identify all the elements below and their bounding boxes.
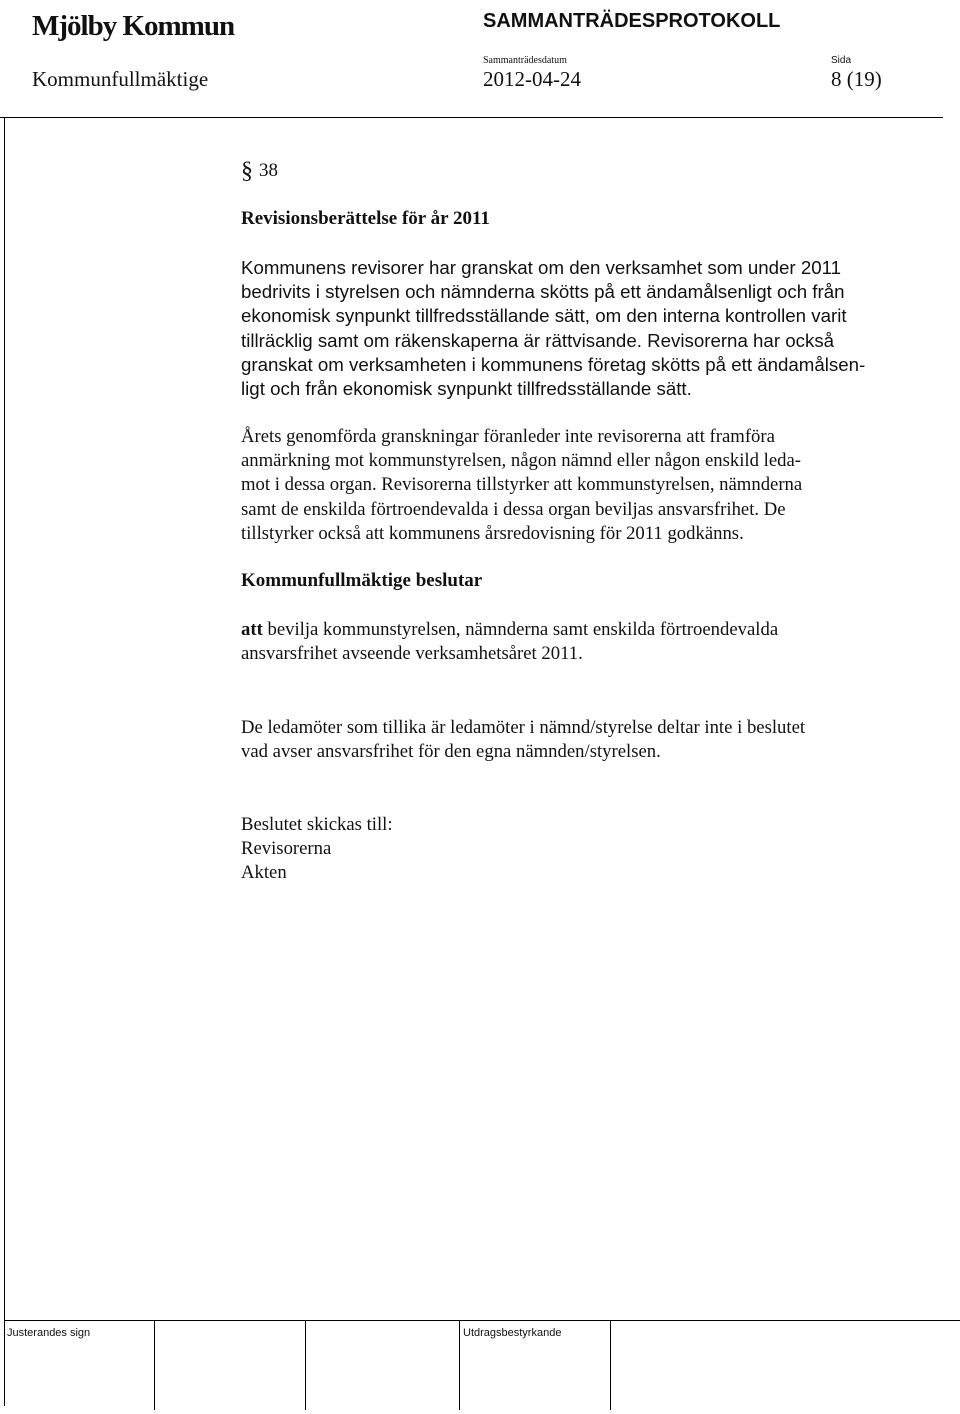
text-line: tillräcklig samt om räkenskaperna är rättvisande. Revisorerna har också <box>241 329 835 351</box>
footer-column-divider <box>305 1320 306 1410</box>
signature-label: Justerandes sign <box>7 1327 91 1339</box>
organ-name: Kommunfullmäktige <box>32 67 209 91</box>
text-line: samt de enskilda förtroendevalda i dessa organ beviljas ansvarsfrihet. De <box>241 498 786 520</box>
decision-line: ansvarsfrihet avseende verksamhetsåret 2011. <box>241 643 583 665</box>
body-paragraph <box>241 256 891 401</box>
recipient: Akten <box>241 862 287 884</box>
text-line: De ledamöter som tillika är ledamöter i nämnd/styrelse deltar inte i beslutet <box>241 717 806 738</box>
meeting-date: 2012-04-24 <box>483 67 581 91</box>
decision-text <box>241 618 891 666</box>
certification-label: Utdragsbestyrkande <box>463 1327 562 1339</box>
text-line: tillstyrker också att kommunens årsredovisning för 2011 godkänns. <box>241 522 744 544</box>
text-line: Årets genomförda granskningar föranleder inte revisorerna att framföra <box>241 426 775 447</box>
text-line: bedrivits i styrelsen och nämnderna skötts på ett ändamålsenligt och från <box>241 281 845 303</box>
text-line: ligt och från ekonomisk synpunkt tillfredsställande sätt. <box>241 378 692 400</box>
left-margin-rule <box>4 117 5 1406</box>
distribution-label: Beslutet skickas till: <box>241 814 393 835</box>
paragraph-number-value: 38 <box>259 160 278 181</box>
decision-line-rest: bevilja kommunstyrelsen, nämnderna samt enskilda förtroendevalda <box>262 619 779 640</box>
decision-keyword: att <box>241 619 263 640</box>
paragraph-number <box>241 158 278 185</box>
page-label: Sida <box>831 55 852 66</box>
text-line: ekonomisk synpunkt tillfredsställande sätt, om den interna kontrollen varit <box>241 305 847 327</box>
footer-divider <box>5 1320 960 1321</box>
distribution-list <box>241 813 891 886</box>
text-line: Kommunens revisorer har granskat om den verksamhet som under 2011 <box>241 257 842 278</box>
section-heading: Revisionsberättelse för år 2011 <box>241 208 490 229</box>
section-symbol: § <box>241 158 253 184</box>
text-line: mot i dessa organ. Revisorerna tillstyrker att kommunstyrelsen, nämnderna <box>241 474 803 496</box>
decision-line <box>241 618 891 642</box>
footer-column-divider <box>154 1320 155 1410</box>
meeting-date-label: Sammanträdesdatum <box>483 55 567 66</box>
footer-column-divider <box>459 1320 460 1410</box>
decision-heading: Kommunfullmäktige beslutar <box>241 570 483 591</box>
note-paragraph <box>241 716 891 764</box>
document-title: SAMMANTRÄDESPROTOKOLL <box>483 10 781 32</box>
text-line: granskat om verksamheten i kommunens företag skötts på ett ändamålsen- <box>241 353 866 375</box>
footer-column-divider <box>610 1320 611 1410</box>
municipality-logo: Mjölby Kommun <box>32 10 235 42</box>
text-line: anmärkning mot kommunstyrelsen, någon nämnd eller någon enskild leda- <box>241 450 801 472</box>
header-divider <box>0 117 943 118</box>
recipient: Revisorerna <box>241 838 332 860</box>
page-number: 8 (19) <box>831 67 882 91</box>
text-line: vad avser ansvarsfrihet för den egna nämnden/styrelsen. <box>241 741 661 763</box>
body-paragraph <box>241 425 891 546</box>
